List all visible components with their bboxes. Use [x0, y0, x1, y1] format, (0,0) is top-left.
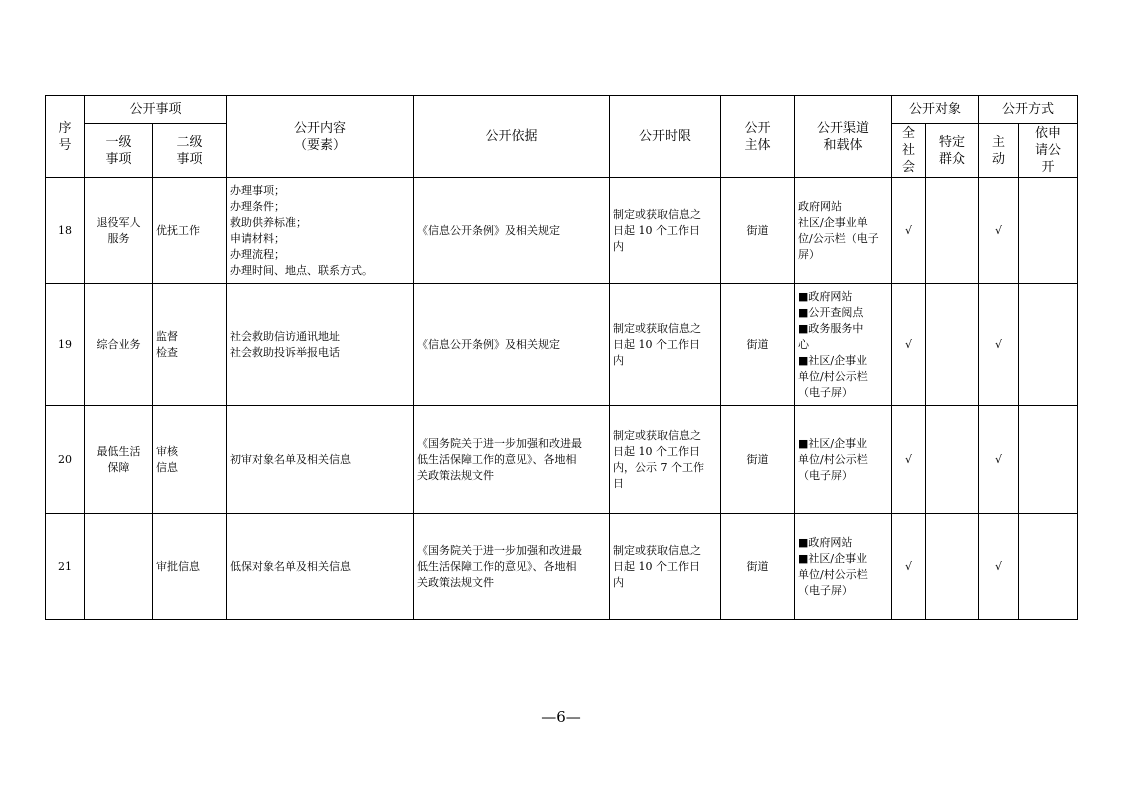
row-channel: 政府网站 社区/企事业单 位/公示栏（电子 屏） — [795, 178, 892, 284]
row-target-all: √ — [892, 406, 926, 514]
row-method-apply — [1019, 406, 1078, 514]
row-timelimit: 制定或获取信息之 日起 10 个工作日 内 — [610, 178, 721, 284]
row-target-specific — [926, 406, 979, 514]
row-seq: 19 — [46, 284, 85, 406]
header-target-all: 全 社 会 — [892, 124, 926, 178]
row-level2: 审核 信息 — [153, 406, 227, 514]
row-basis: 《国务院关于进一步加强和改进最 低生活保障工作的意见》、各地相 关政策法规文件 — [414, 406, 610, 514]
row-basis: 《信息公开条例》及相关规定 — [414, 284, 610, 406]
row-timelimit: 制定或获取信息之 日起 10 个工作日 内 — [610, 284, 721, 406]
table-row — [46, 406, 1078, 514]
row-seq: 21 — [46, 514, 85, 620]
row-timelimit: 制定或获取信息之 日起 10 个工作日 内 — [610, 514, 721, 620]
table-row — [46, 284, 1078, 406]
row-content: 社会救助信访通讯地址 社会救助投诉举报电话 — [227, 284, 414, 406]
row-level2: 审批信息 — [153, 514, 227, 620]
row-target-all: √ — [892, 514, 926, 620]
row-method-active: √ — [979, 406, 1019, 514]
row-content: 初审对象名单及相关信息 — [227, 406, 414, 514]
header-seq: 序 号 — [46, 96, 85, 178]
header-target-specific: 特定 群众 — [926, 124, 979, 178]
row-seq: 20 — [46, 406, 85, 514]
row-channel: ■政府网站 ■公开查阅点 ■政务服务中 心 ■社区/企事业 单位/村公示栏 （电子屏） — [795, 284, 892, 406]
row-basis: 《国务院关于进一步加强和改进最 低生活保障工作的意见》、各地相 关政策法规文件 — [414, 514, 610, 620]
header-timelimit: 公开时限 — [610, 96, 721, 178]
row-target-specific — [926, 178, 979, 284]
header-target: 公开对象 — [892, 96, 979, 124]
row-method-active: √ — [979, 178, 1019, 284]
header-content: 公开内容 （要素） — [227, 96, 414, 178]
row-seq: 18 — [46, 178, 85, 284]
row-method-active: √ — [979, 514, 1019, 620]
row-method-apply — [1019, 284, 1078, 406]
row-level2: 监督 检查 — [153, 284, 227, 406]
row-subject: 街道 — [721, 178, 795, 284]
row-subject: 街道 — [721, 284, 795, 406]
row-subject: 街道 — [721, 406, 795, 514]
row-basis: 《信息公开条例》及相关规定 — [414, 178, 610, 284]
header-method-active: 主 动 — [979, 124, 1019, 178]
row-level1: 综合业务 — [85, 284, 153, 406]
row-target-all: √ — [892, 284, 926, 406]
header-channel: 公开渠道 和载体 — [795, 96, 892, 178]
row-channel: ■政府网站 ■社区/企事业 单位/村公示栏 （电子屏） — [795, 514, 892, 620]
row-method-active: √ — [979, 284, 1019, 406]
row-channel: ■社区/企事业 单位/村公示栏 （电子屏） — [795, 406, 892, 514]
row-target-all: √ — [892, 178, 926, 284]
row-level1: 退役军人 服务 — [85, 178, 153, 284]
header-method-apply: 依申 请公 开 — [1019, 124, 1078, 178]
header-basis: 公开依据 — [414, 96, 610, 178]
page-number: —6— — [541, 708, 581, 726]
row-method-apply — [1019, 514, 1078, 620]
table-row — [46, 514, 1078, 620]
row-timelimit: 制定或获取信息之 日起 10 个工作日 内，公示 7 个工作 日 — [610, 406, 721, 514]
disclosure-table — [45, 95, 1078, 620]
table-row — [46, 178, 1078, 284]
header-method: 公开方式 — [979, 96, 1078, 124]
header-level2: 二级 事项 — [153, 124, 227, 178]
row-subject: 街道 — [721, 514, 795, 620]
header-level1: 一级 事项 — [85, 124, 153, 178]
row-target-specific — [926, 514, 979, 620]
row-level1: 最低生活 保障 — [85, 406, 153, 514]
row-content: 办理事项； 办理条件； 救助供养标准； 申请材料； 办理流程； 办理时间、地点、联系方式。 — [227, 178, 414, 284]
row-method-apply — [1019, 178, 1078, 284]
row-target-specific — [926, 284, 979, 406]
row-level2: 优抚工作 — [153, 178, 227, 284]
row-level1 — [85, 514, 153, 620]
header-subject: 公开 主体 — [721, 96, 795, 178]
row-content: 低保对象名单及相关信息 — [227, 514, 414, 620]
header-matters: 公开事项 — [85, 96, 227, 124]
